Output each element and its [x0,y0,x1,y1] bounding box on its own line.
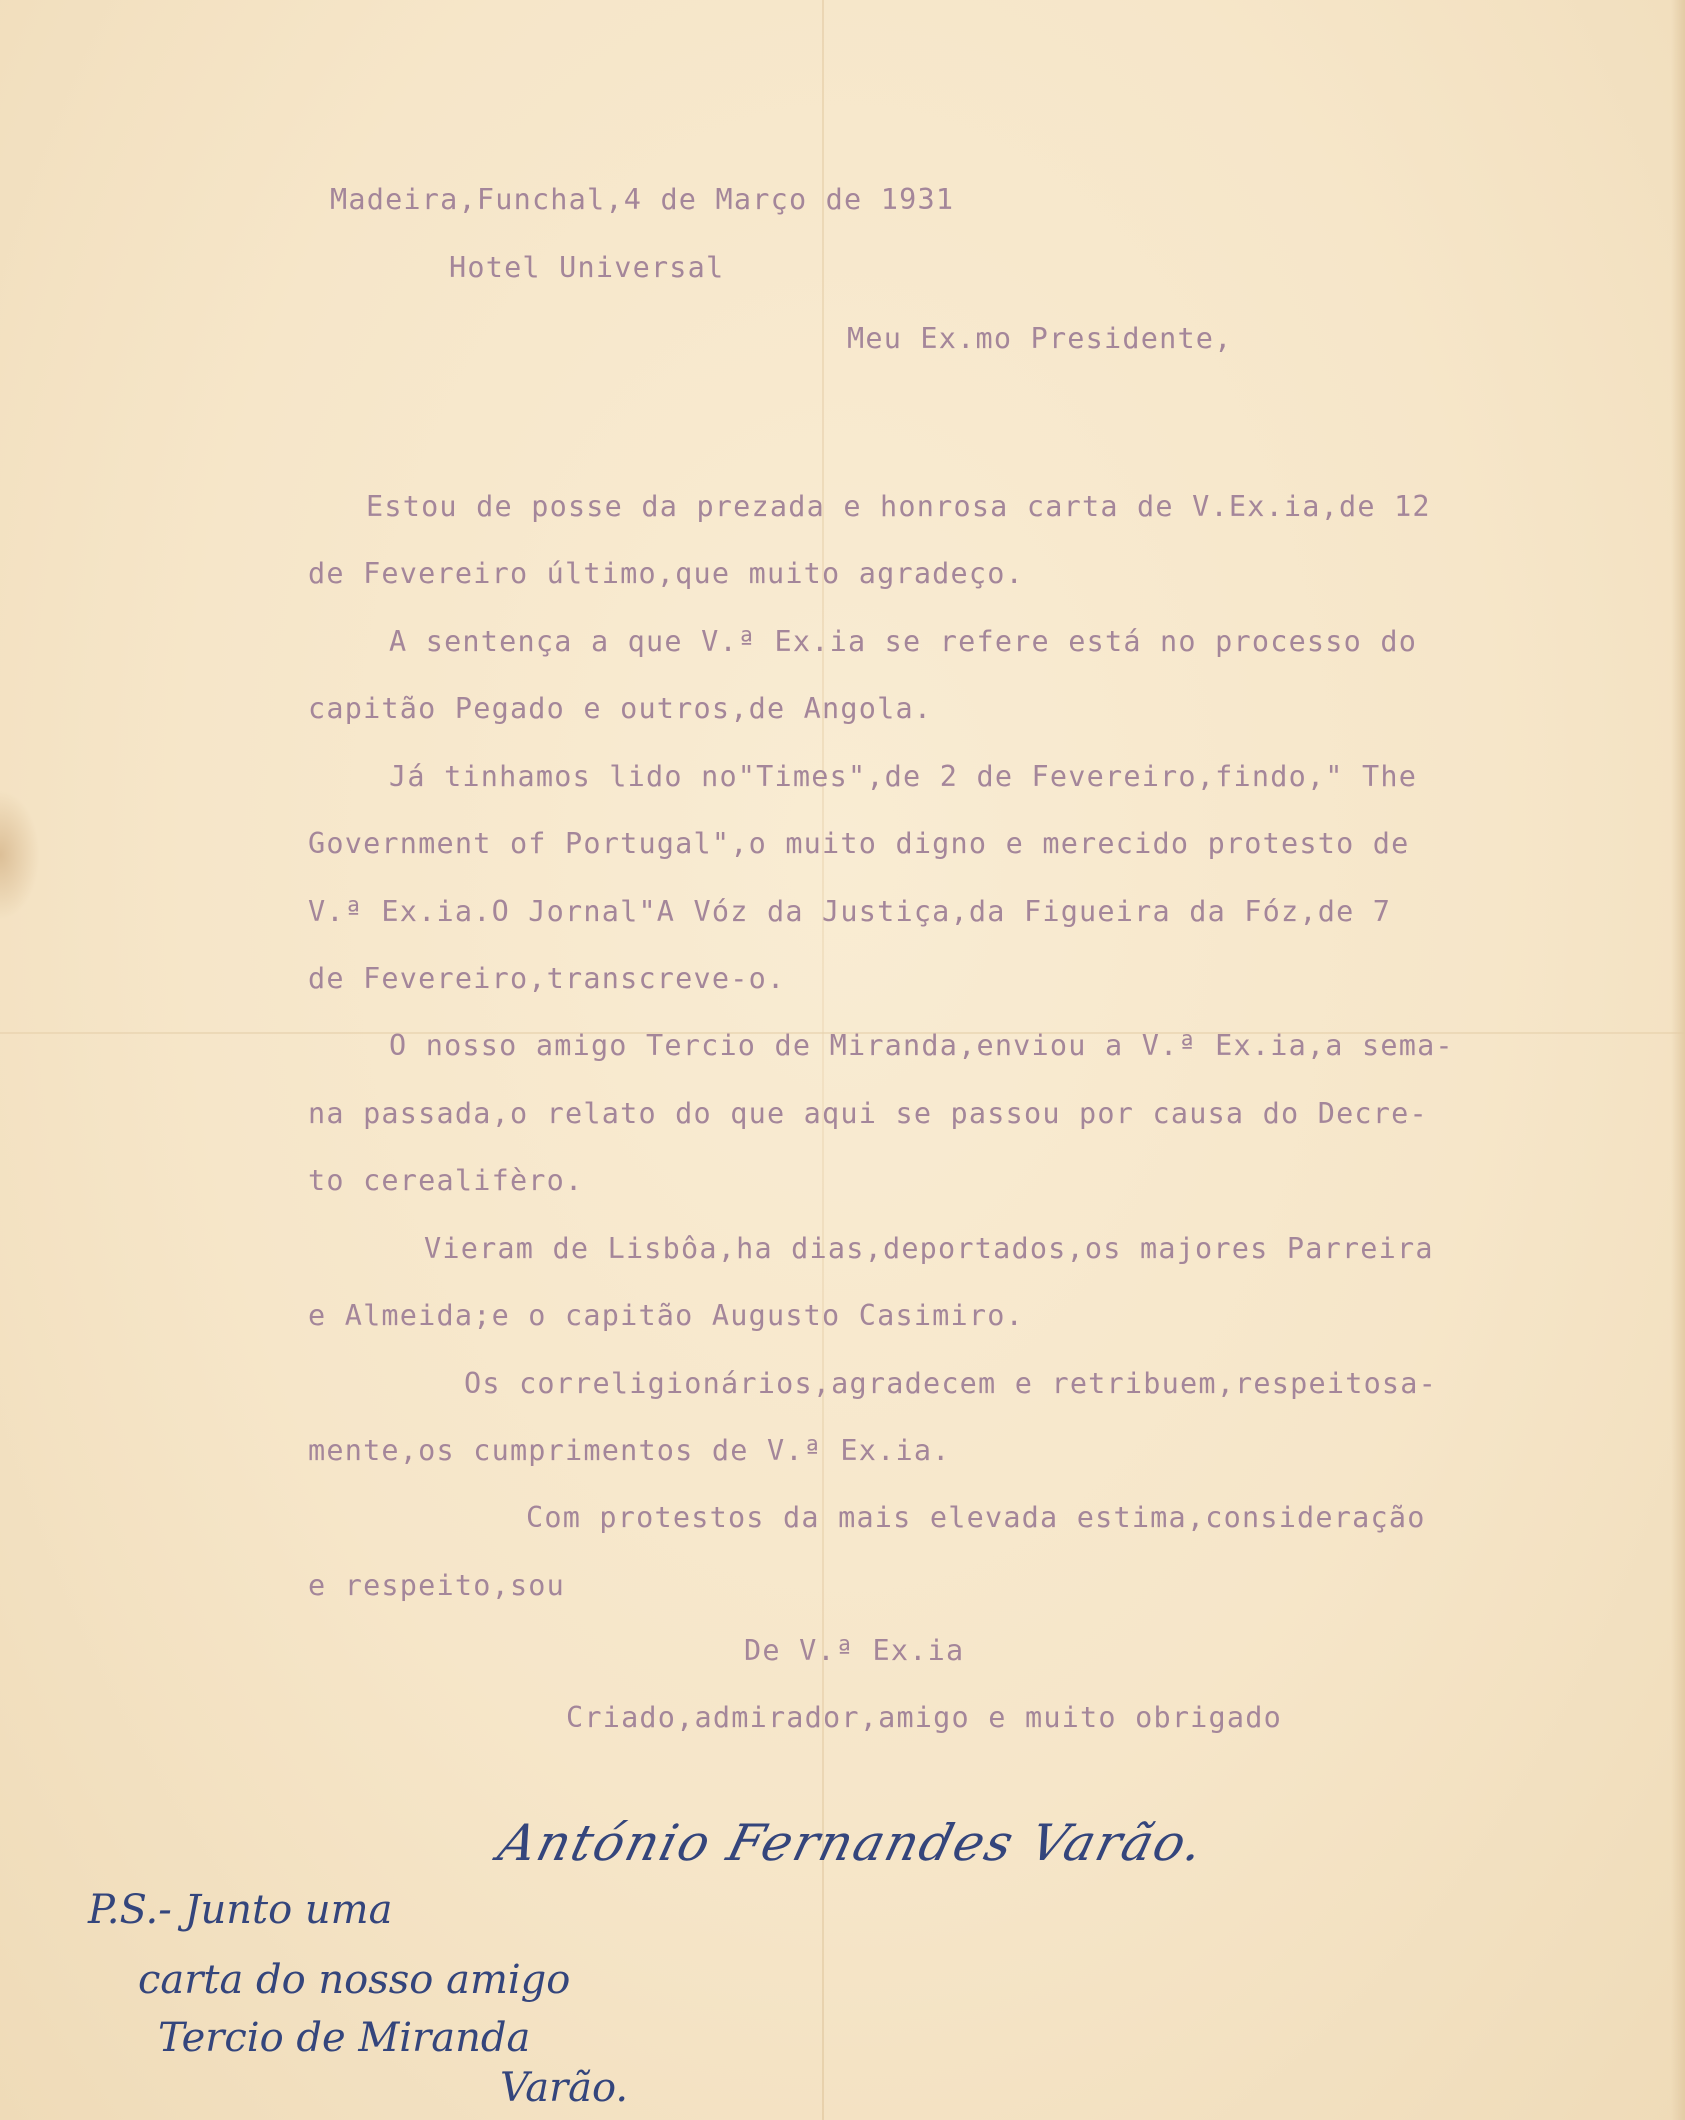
date-line: Madeira,Funchal,4 de Março de 1931 [330,183,955,216]
body-line: de Fevereiro,transcreve-o. [308,962,786,995]
body-line: Vieram de Lisbôa,ha dias,deportados,os majores Parreira [424,1232,1434,1265]
salutation: Meu Ex.mo Presidente, [847,322,1233,355]
handwritten-signature: António Fernandes Varão. [492,1814,1211,1872]
postscript-signature: Varão. [500,2065,629,2111]
closing-line: Criado,admirador,amigo e muito obrigado [566,1701,1282,1734]
postscript-line: carta do nosso amigo [138,1957,571,2003]
paper-edge [1671,0,1685,2120]
postscript-line: P.S.- Junto uma [88,1887,393,1933]
body-line: na passada,o relato do que aqui se passou por causa do Decre- [308,1097,1428,1130]
body-line: mente,os cumprimentos de V.ª Ex.ia. [308,1434,951,1467]
body-line: Com protestos da mais elevada estima,consideração [526,1501,1426,1534]
hotel-name: Hotel Universal [449,251,725,284]
body-line: de Fevereiro último,que muito agradeço. [308,557,1024,590]
body-line: Estou de posse da prezada e honrosa carta de V.Ex.ia,de 12 [366,490,1431,523]
body-line: V.ª Ex.ia.O Jornal"A Vóz da Justiça,da Figueira da Fóz,de 7 [308,895,1392,928]
body-line: e Almeida;e o capitão Augusto Casimiro. [308,1299,1024,1332]
body-line: capitão Pegado e outros,de Angola. [308,692,933,725]
body-line: Os correligionários,agradecem e retribuem,respeitosa- [464,1367,1437,1400]
postscript-line: Tercio de Miranda [158,2015,531,2061]
body-line: to cerealifèro. [308,1164,584,1197]
closing-line: De V.ª Ex.ia [744,1634,965,1667]
paper-stain [0,790,40,920]
body-line: e respeito,sou [308,1569,566,1602]
body-line: A sentença a que V.ª Ex.ia se refere está no processo do [389,625,1418,658]
body-line: Já tinhamos lido no"Times",de 2 de Fevereiro,findo," The [389,760,1418,793]
body-line: O nosso amigo Tercio de Miranda,enviou a V.ª Ex.ia,a sema- [389,1029,1454,1062]
body-line: Government of Portugal",o muito digno e merecido protesto de [308,827,1410,860]
